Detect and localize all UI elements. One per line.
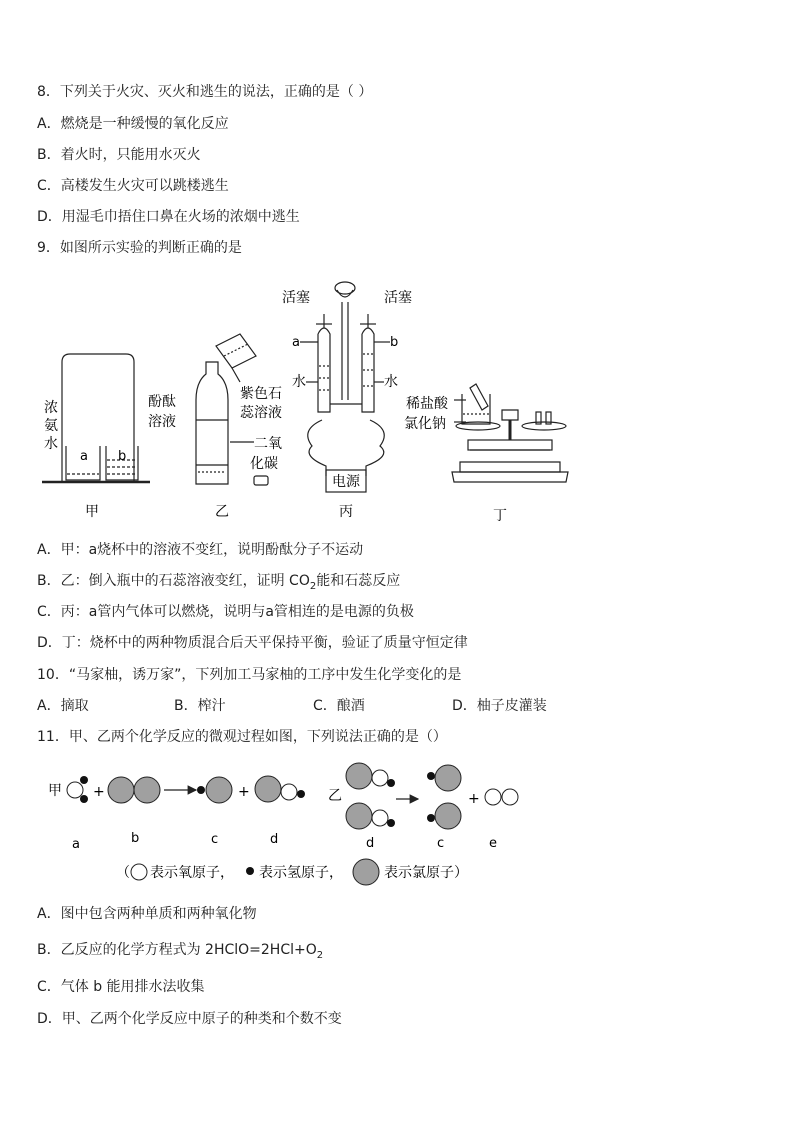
plus-2: + (238, 784, 250, 800)
fig-caption-ding: 丁 (493, 508, 507, 524)
molecule-d2-cl2 (346, 803, 372, 829)
legend-h-text: 表示氢原子， (259, 865, 343, 881)
q9-option-b-pre: B．乙：倒入瓶中的石蕊溶液变红，证明 CO (37, 573, 310, 589)
molecule-d2-o1 (372, 770, 388, 786)
label-c: c (211, 832, 219, 847)
molecule-c2-h2 (427, 814, 435, 822)
q8-stem: 8．下列关于火灾、灭火和逃生的说法，正确的是（ ） (37, 84, 373, 100)
label-dianyuan: 电源 (332, 474, 360, 490)
label-zise2: 蕊溶液 (240, 405, 282, 421)
label-d2: d (366, 836, 375, 851)
label-tube-b: b (390, 335, 399, 350)
q9-option-d: D．丁：烧杯中的两种物质混合后天平保持平衡，验证了质量守恒定律 (37, 635, 468, 651)
label-huosai-right: 活塞 (384, 290, 412, 306)
label-xiyansuan: 稀盐酸 (406, 396, 448, 412)
legend-o-text: 表示氧原子， (150, 865, 234, 881)
label-water-right: 水 (384, 374, 398, 390)
plus-1: + (93, 784, 105, 800)
label-e: e (489, 836, 497, 851)
q8-option-b: B．着火时，只能用水灭火 (37, 147, 201, 163)
q11-figure-drawing (0, 756, 794, 886)
label-fenzhi: 酚酞 (148, 394, 176, 410)
fig-label-yi: 乙 (328, 788, 342, 804)
q11-option-b (37, 940, 323, 966)
label-eryang1: 二氧 (254, 436, 282, 452)
q11-option-b-sub: 2 (316, 949, 324, 961)
label-nong: 浓 (44, 400, 58, 416)
label-rongye: 溶液 (148, 414, 176, 430)
q8-option-a: A．燃烧是一种缓慢的氧化反应 (37, 116, 229, 132)
molecule-d2-h1 (387, 779, 395, 787)
fig-label-jia: 甲 (48, 783, 62, 799)
molecule-d-h (297, 790, 305, 798)
label-lvhuana: 氯化钠 (404, 416, 446, 432)
legend-cl-icon (353, 859, 379, 885)
fig-caption-yi: 乙 (215, 504, 229, 520)
plus-3: + (468, 791, 480, 807)
molecule-c2-cl2 (435, 803, 461, 829)
beaker-b-label: b (118, 449, 127, 464)
q9-option-c: C．丙：a管内气体可以燃烧，说明与a管相连的是电源的负极 (37, 604, 414, 620)
legend-cl-text: 表示氯原子） (384, 865, 468, 881)
molecule-c2-cl1 (435, 765, 461, 791)
molecule-d-cl (255, 776, 281, 802)
q10-stem: 10．“马家柚，诱万家”，下列加工马家柚的工序中发生化学变化的是 (37, 667, 462, 683)
q9-option-b-post: 能和石蕊反应 (316, 573, 401, 589)
molecule-d2-o2 (372, 810, 388, 826)
q11-figure (0, 756, 794, 886)
molecule-c-h (197, 786, 205, 794)
molecule-a-h1 (80, 776, 88, 784)
legend-open: （ (116, 865, 130, 881)
legend-o-icon (131, 864, 147, 880)
legend-h-icon (246, 867, 254, 875)
q11-option-d: D．甲、乙两个化学反应中原子的种类和个数不变 (37, 1011, 342, 1027)
label-c2: c (437, 836, 445, 851)
label-tube-a: a (292, 335, 300, 350)
fig-caption-bing: 丙 (339, 504, 353, 520)
molecule-d2-cl1 (346, 763, 372, 789)
q9-figure-drawing (0, 270, 794, 530)
molecule-d-o (281, 784, 297, 800)
label-an: 氨 (44, 418, 58, 434)
label-shui: 水 (44, 436, 58, 452)
molecule-a-h2 (80, 795, 88, 803)
label-zise1: 紫色石 (240, 386, 282, 402)
q10-option-d: D．柚子皮灌装 (452, 698, 547, 714)
q11-stem: 11．甲、乙两个化学反应的微观过程如图，下列说法正确的是（） (37, 729, 447, 745)
q9-option-a: A．甲：a烧杯中的溶液不变红，说明酚酞分子不运动 (37, 542, 364, 558)
label-water-left: 水 (292, 374, 306, 390)
label-huosai-left: 活塞 (282, 290, 310, 306)
molecule-b-cl1 (108, 777, 134, 803)
q11-option-a: A．图中包含两种单质和两种氧化物 (37, 906, 257, 922)
beaker-a-label: a (80, 449, 88, 464)
label-d: d (270, 832, 279, 847)
molecule-d2-h2 (387, 819, 395, 827)
q9-option-b-sub: 2 (309, 580, 317, 592)
molecule-e-o1 (485, 789, 501, 805)
fig-caption-jia: 甲 (85, 504, 99, 520)
q9-option-b (37, 571, 400, 597)
q10-option-b: B．榨汁 (174, 698, 226, 714)
q10-option-c: C．酿酒 (313, 698, 365, 714)
molecule-a-o (67, 782, 83, 798)
q9-stem: 9．如图所示实验的判断正确的是 (37, 240, 242, 256)
label-eryang2: 化碳 (250, 456, 278, 472)
molecule-c-cl (206, 777, 232, 803)
q8-option-c: C．高楼发生火灾可以跳楼逃生 (37, 178, 229, 194)
molecule-b-cl2 (134, 777, 160, 803)
molecule-e-o2 (502, 789, 518, 805)
q9-figure (0, 270, 794, 530)
q11-option-c: C．气体 b 能用排水法收集 (37, 979, 205, 995)
q11-option-b-pre: B．乙反应的化学方程式为 2HClO=2HCl+O (37, 942, 317, 958)
molecule-c2-h1 (427, 772, 435, 780)
label-a: a (72, 837, 80, 852)
q10-option-a: A．摘取 (37, 698, 89, 714)
q8-option-d: D．用湿毛巾捂住口鼻在火场的浓烟中逃生 (37, 209, 300, 225)
label-b: b (131, 831, 140, 846)
